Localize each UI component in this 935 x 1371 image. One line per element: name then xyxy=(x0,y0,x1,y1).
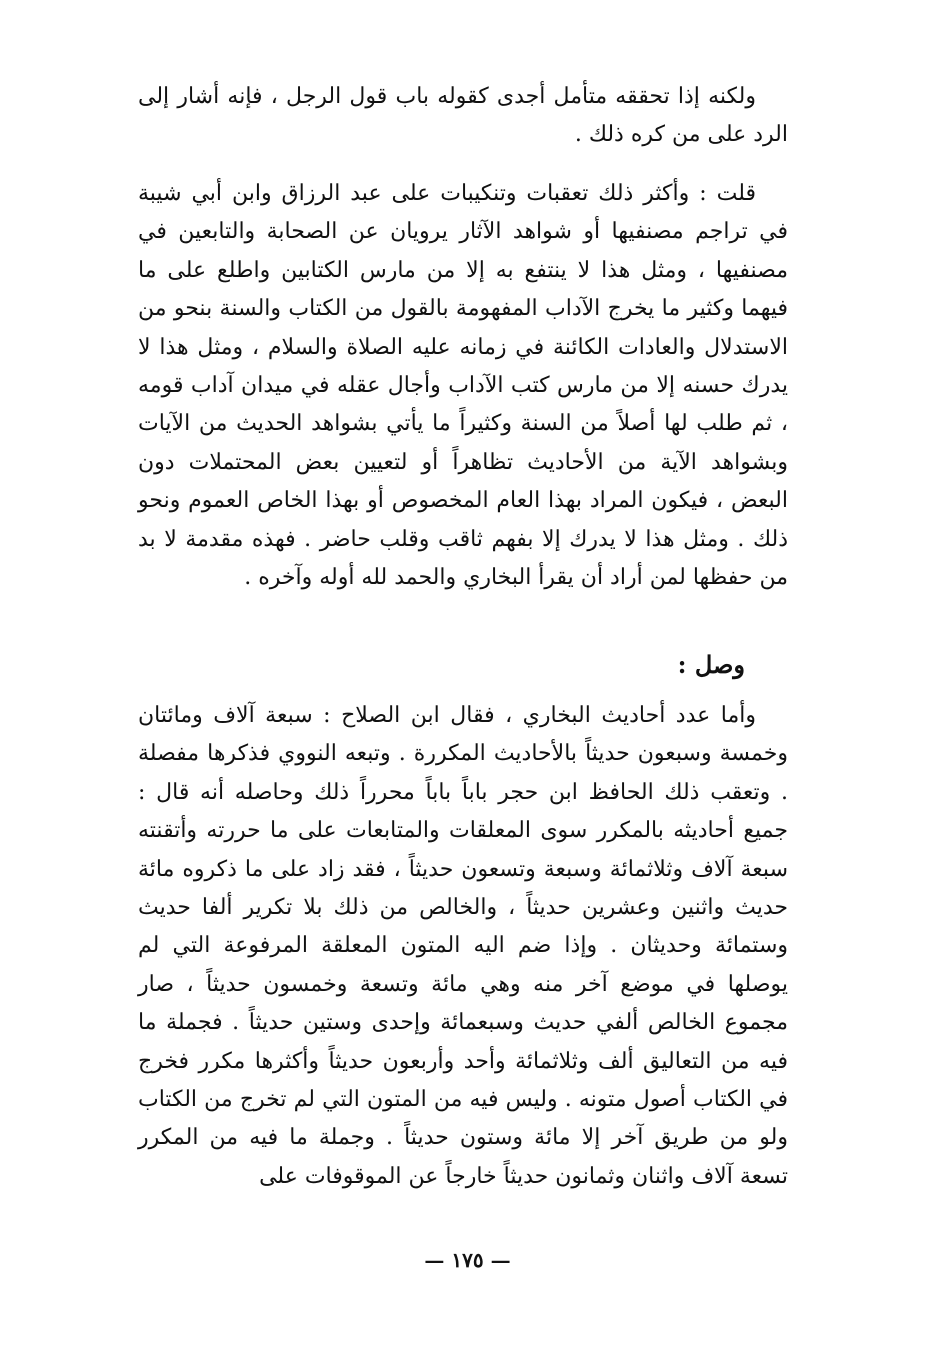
paragraph-ahadith-count xyxy=(138,697,788,1196)
paragraph-text: قلت : وأكثر ذلك تعقبات وتنكيبات على عبد الرزاق وابن أبي شيبة في تراجم مصنفيها أو شواهد الآثار يرويان عن الصحابة والتابعين في مصنفيها ، ومثل هذا لا ينتفع به إلا من مارس الكتابين واطلع على ما فيهما وكثير ما يخرج الآداب المفهومة بالقول من الكتاب والسنة بنحو من الاستدلال والعادات الكائنة في زمانه عليه الصلاة والسلام ، ومثل هذا لا يدرك حسنه إلا من مارس كتب الآداب وأجال عقله في ميدان آداب قومه ، ثم طلب لها أصلاً من السنة وكثيراً ما يأتي بشواهد الحديث من الآيات وبشواهد الآية من الأحاديث تظاهراً أو لتعيين بعض المحتملات دون البعض ، فيكون المراد بهذا العام المخصوص أو بهذا الخاص العموم ونحو ذلك . ومثل هذا لا يدرك إلا بفهم ثاقب وقلب حاضر . فهذه مقدمة لا بد من حفظها لمن أراد أن يقرأ البخاري والحمد لله أوله وآخره . xyxy=(138,181,788,591)
paragraph-text: وأما عدد أحاديث البخاري ، فقال ابن الصلاح : سبعة آلاف ومائتان وخمسة وسبعون حديثاً بالأحاديث المكررة . وتبعه النووي فذكرها مفصلة . وتعقب ذلك الحافظ ابن حجر باباً باباً محرراً ذلك وحاصله أنه قال : جميع أحاديثه بالمكرر سوى المعلقات والمتابعات على ما حررته وأتقنته سبعة آلاف وثلاثمائة وسبعة وتسعون حديثاً ، فقد زاد على ما ذكروه مائة حديث واثنين وعشرين حديثاً ، والخالص من ذلك بلا تكرير ألفا حديث وستمائة وحديثان . وإذا ضم اليه المتون المعلقة المرفوعة التي لم يوصلها في موضع آخر منه وهي مائة وتسعة وخمسون حديثاً ، صار مجموع الخالص ألفي حديث وسبعمائة وإحدى وستين حديثاً . فجملة ما فيه من التعاليق ألف وثلاثمائة وأحد وأربعون حديثاً وأكثرها مكرر فخرج في الكتاب أصول متونه . وليس فيه من المتون التي لم تخرج من الكتاب ولو من طريق آخر إلا مائة وستون حديثاً . وجملة ما فيه من المكرر تسعة آلاف واثنان وثمانون حديثاً خارجاً عن الموقوفات على xyxy=(138,703,788,1189)
section-heading: وصل : xyxy=(677,650,745,679)
paragraph-intro xyxy=(138,78,788,155)
paragraph-text: ولكنه إذا تحققه متأمل أجدى كقوله باب قول الرجل ، فإنه أشار إلى الرد على من كره ذلك . xyxy=(138,84,788,148)
paragraph-qult xyxy=(138,175,788,597)
page-number: — ١٧٥ — xyxy=(424,1248,511,1272)
